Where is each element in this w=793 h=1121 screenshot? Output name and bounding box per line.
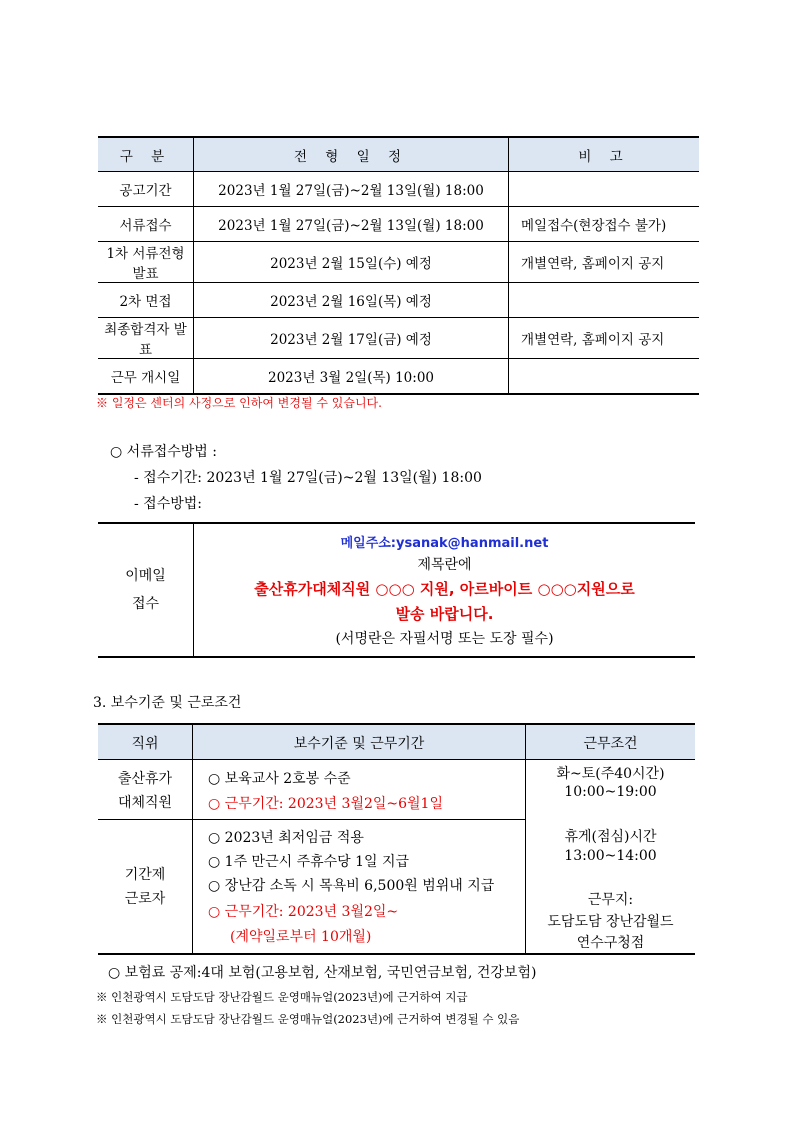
footnote: ※ 인천광역시 도담도담 장난감월드 운영매뉴얼(2023년)에 근거하여 변경될 수 있음: [96, 1012, 520, 1026]
submission-method: - 접수방법:: [134, 496, 202, 512]
insurance-line: ○ 보험료 공제:4대 보험(고용보험, 산재보험, 국민연금보험, 건강보험): [108, 965, 537, 981]
work-condition: 휴게(점심)시간: [564, 829, 657, 845]
work-condition: 13:00~14:00: [564, 848, 657, 864]
email-submission-box: [98, 522, 695, 658]
schedule-date: 2023년 2월 16일(목) 예정: [194, 283, 509, 318]
column-header: 비 고: [509, 137, 700, 172]
table-row: [98, 207, 699, 242]
schedule-note: [509, 359, 700, 395]
table-row: [98, 359, 699, 395]
work-condition: 10:00~19:00: [564, 784, 657, 800]
column-header: 근무조건: [583, 736, 638, 752]
schedule-category: 서류접수: [98, 207, 194, 242]
pay-item: ○ 보육교사 2호봉 수준: [208, 771, 351, 787]
pay-table: [98, 723, 695, 955]
email-instructions: [194, 524, 695, 656]
work-condition: 연수구청점: [576, 935, 645, 951]
subject-intro: 제목란에: [417, 557, 472, 573]
pay-item-period-note: (계약일로부터 10개월): [230, 929, 372, 945]
schedule-note: 개별연락, 홈페이지 공지: [509, 242, 700, 283]
pay-item: ○ 2023년 최저임금 적용: [208, 830, 364, 846]
column-header: 보수기준 및 근무기간: [293, 736, 425, 752]
table-row: [98, 172, 699, 207]
email-label-line: 이메일: [125, 568, 166, 584]
work-condition: 근무지:: [587, 892, 634, 908]
subject-instruction: 출산휴가대체직원 ○○○ 지원, 아르바이트 ○○○지원으로: [254, 580, 635, 598]
signature-note: (서명란은 자필서명 또는 도장 필수): [335, 631, 554, 647]
schedule-footnote: ※ 일정은 센터의 사정으로 인하여 변경될 수 있습니다.: [96, 396, 382, 410]
table-row: [98, 283, 699, 318]
email-label-line: 접수: [131, 596, 160, 612]
schedule-date: 2023년 1월 27일(금)~2월 13일(월) 18:00: [194, 207, 509, 242]
submission-period: - 접수기간: 2023년 1월 27일(금)~2월 13일(월) 18:00: [134, 470, 482, 486]
schedule-note: [509, 283, 700, 318]
schedule-category: 공고기간: [98, 172, 194, 207]
work-condition: 도담도담 장난감월드: [547, 914, 674, 930]
schedule-note: 메일접수(현장접수 불가): [509, 207, 700, 242]
position-name: 기간제 근로자: [124, 867, 166, 907]
schedule-date: 2023년 3월 2일(목) 10:00: [194, 359, 509, 395]
schedule-date: 2023년 2월 15일(수) 예정: [194, 242, 509, 283]
schedule-category: 2차 면접: [98, 283, 194, 318]
schedule-date: 2023년 2월 17일(금) 예정: [194, 318, 509, 359]
pay-item-period: ○ 근무기간: 2023년 3월2일~6월1일: [208, 796, 443, 812]
footnote: ※ 인천광역시 도담도담 장난감월드 운영매뉴얼(2023년)에 근거하여 지급: [96, 990, 468, 1004]
schedule-note: 개별연락, 홈페이지 공지: [509, 318, 700, 359]
table-header-row: [98, 137, 699, 172]
position-name: 출산휴가 대체직원: [117, 771, 173, 811]
pay-item-period: ○ 근무기간: 2023년 3월2일~: [208, 904, 399, 920]
schedule-date: 2023년 1월 27일(금)~2월 13일(월) 18:00: [194, 172, 509, 207]
schedule-note: [509, 172, 700, 207]
column-header: 전 형 일 정: [194, 137, 509, 172]
email-label: [98, 524, 194, 656]
schedule-category: 1차 서류전형 발표: [98, 242, 194, 283]
table-row: [98, 242, 699, 283]
schedule-category: 최종합격자 발표: [98, 318, 194, 359]
column-header: 직위: [131, 736, 159, 752]
submission-heading: ○ 서류접수방법 :: [110, 444, 217, 460]
schedule-table: [98, 136, 699, 395]
pay-item: ○ 1주 만근시 주휴수당 1일 지급: [208, 854, 410, 870]
email-address[interactable]: 메일주소:ysanak@hanmail.net: [340, 536, 549, 551]
table-row: [98, 318, 699, 359]
column-header: 구 분: [98, 137, 194, 172]
subject-instruction-end: 발송 바랍니다.: [395, 605, 494, 623]
schedule-category: 근무 개시일: [98, 359, 194, 395]
work-condition: 화~토(주40시간): [556, 766, 665, 782]
section-title: 3. 보수기준 및 근로조건: [93, 695, 242, 711]
pay-item: ○ 장난감 소독 시 목욕비 6,500원 범위내 지급: [208, 878, 495, 894]
